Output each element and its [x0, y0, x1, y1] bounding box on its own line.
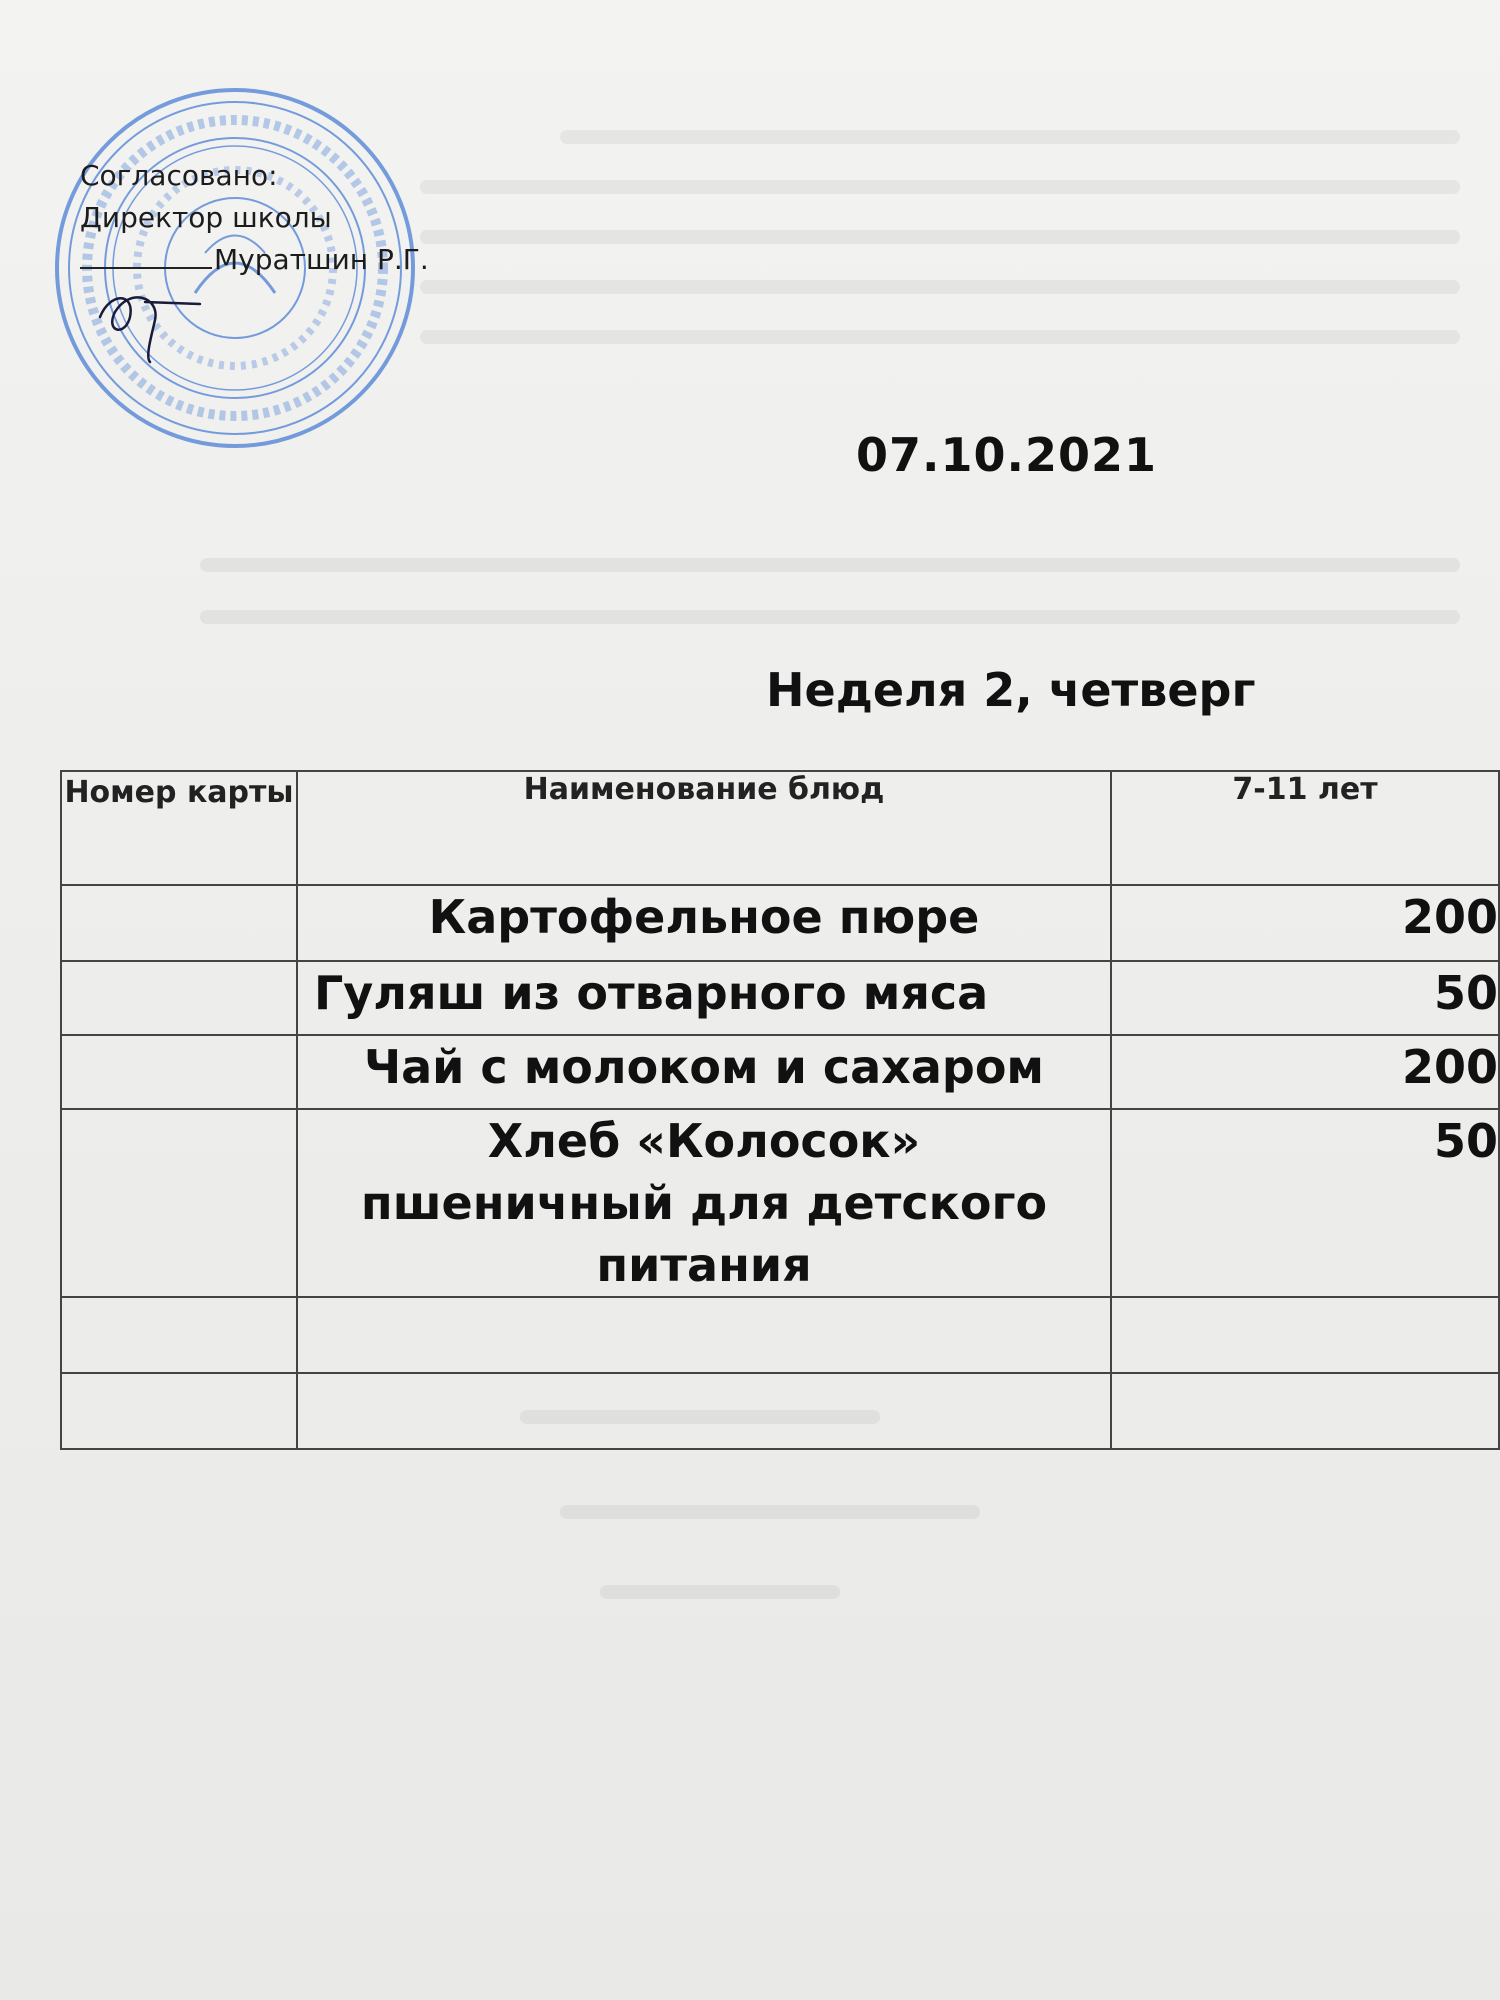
bleed-through-line [560, 130, 1460, 144]
menu-table [60, 770, 1500, 1450]
dish-name-cell: Картофельное пюре [297, 885, 1111, 961]
bleed-through-line [560, 1505, 980, 1519]
table-row [61, 1109, 1499, 1297]
dish-name-cell [297, 1297, 1111, 1373]
card-number-cell [61, 1035, 297, 1109]
table-header-row [61, 771, 1499, 885]
dish-name-cell [297, 1373, 1111, 1449]
bleed-through-line [200, 610, 1460, 624]
dish-name-cell: Гуляш из отварного мяса [297, 961, 1111, 1035]
menu-date: 07.10.2021 [856, 428, 1158, 482]
table-row [61, 1297, 1499, 1373]
table-row [61, 885, 1499, 961]
header-dish-name: Наименование блюд [297, 771, 1111, 885]
bleed-through-line [420, 230, 1460, 244]
dish-name-cell: Чай с молоком и сахаром [297, 1035, 1111, 1109]
bleed-through-line [420, 280, 1460, 294]
handwritten-signature [90, 262, 230, 372]
portion-cell: 200 [1111, 1035, 1499, 1109]
director-name: Муратшин Р.Г. [214, 243, 429, 276]
card-number-cell [61, 961, 297, 1035]
header-age-group: 7-11 лет [1111, 771, 1499, 885]
table-row [61, 961, 1499, 1035]
portion-cell: 200 [1111, 885, 1499, 961]
card-number-cell [61, 1297, 297, 1373]
portion-cell [1111, 1297, 1499, 1373]
table-row [61, 1373, 1499, 1449]
bleed-through-line [420, 180, 1460, 194]
dish-name-cell: Хлеб «Колосок» пшеничный для детского питания [297, 1109, 1111, 1297]
header-card-number: Номер карты [61, 771, 297, 885]
portion-cell: 50 [1111, 961, 1499, 1035]
bleed-through-line [200, 558, 1460, 572]
bleed-through-line [600, 1585, 840, 1599]
card-number-cell [61, 1373, 297, 1449]
bleed-through-line [420, 330, 1460, 344]
director-title: Директор школы [80, 201, 332, 234]
card-number-cell [61, 885, 297, 961]
portion-cell [1111, 1373, 1499, 1449]
portion-cell: 50 [1111, 1109, 1499, 1297]
approval-label: Согласовано: [80, 159, 278, 192]
week-day-title: Неделя 2, четверг [766, 663, 1256, 717]
table-row [61, 1035, 1499, 1109]
card-number-cell [61, 1109, 297, 1297]
